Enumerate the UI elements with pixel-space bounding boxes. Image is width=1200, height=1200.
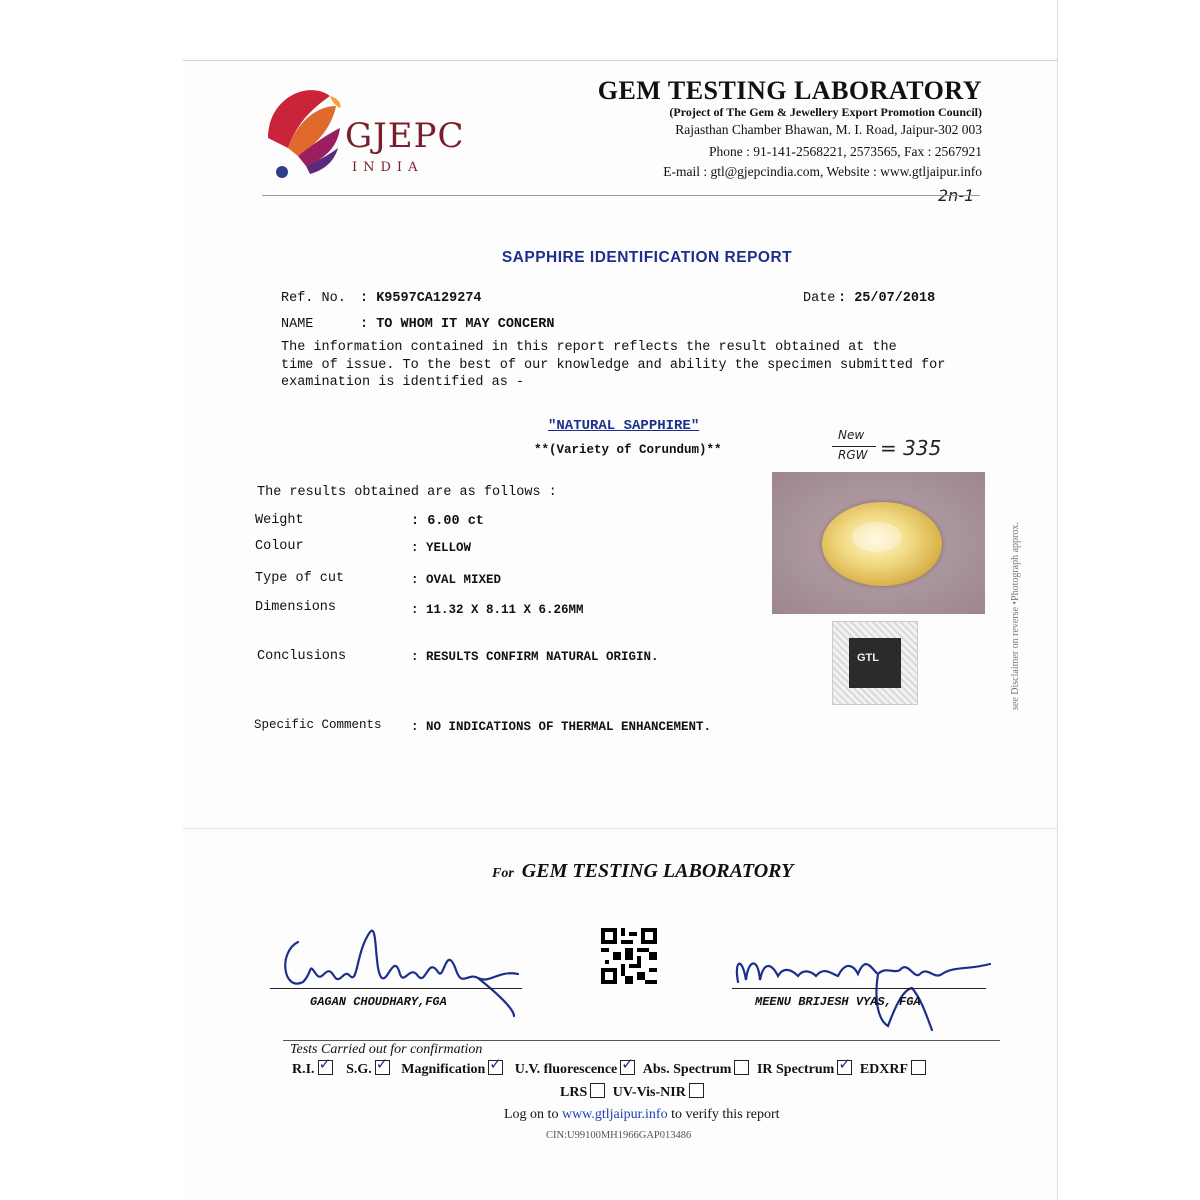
lab-phone: Phone : 91-141-2568221, 2573565, Fax : 2567921	[709, 144, 982, 159]
right-signature	[728, 930, 996, 1040]
intro-line-3: examination is identified as -	[281, 375, 525, 390]
test-uv-checkbox[interactable]	[620, 1060, 635, 1075]
test-abs-checkbox[interactable]	[734, 1060, 749, 1075]
result-value-comments: : NO INDICATIONS OF THERMAL ENHANCEMENT.	[411, 720, 712, 734]
test-lrs-checkbox[interactable]	[590, 1083, 605, 1098]
logo-sub: INDIA	[352, 160, 424, 175]
result-value-cut: : OVAL MIXED	[411, 573, 502, 587]
test-abs-label: Abs. Spectrum	[642, 1062, 732, 1077]
paper-top-edge	[183, 60, 1058, 61]
name-label: NAME	[281, 317, 314, 332]
cin-number: CIN:U99100MH1966GAP013486	[546, 1130, 692, 1141]
tests-row-2	[560, 1083, 706, 1101]
verify-prefix: Log on to	[504, 1107, 559, 1122]
header-divider	[262, 195, 980, 196]
gem-highlight	[852, 522, 902, 552]
right-signatory-name: MEENU BRIJESH VYAS, FGA	[755, 995, 921, 1009]
handwritten-fraction-line	[832, 446, 876, 447]
paper-right-edge	[1057, 0, 1058, 1200]
ref-label: Ref. No.	[281, 291, 346, 306]
test-uvvis-label: UV-Vis-NIR	[612, 1085, 686, 1100]
lab-address: Rajasthan Chamber Bhawan, M. I. Road, Jaipur-302 003	[675, 122, 982, 137]
ref-value: : K9597CA129274	[360, 291, 482, 306]
date-value: : 25/07/2018	[838, 291, 936, 306]
test-ir-checkbox[interactable]	[837, 1060, 852, 1075]
yellow-sapphire-image	[822, 502, 942, 586]
handwritten-note-bottom: RGW	[838, 448, 868, 462]
test-uvvis-checkbox[interactable]	[689, 1083, 704, 1098]
test-sg-label: S.G.	[346, 1062, 372, 1077]
result-label-dimensions: Dimensions	[255, 600, 337, 615]
test-magnification-checkbox[interactable]	[488, 1060, 503, 1075]
result-value-colour: : YELLOW	[411, 541, 472, 555]
test-ri-label: R.I.	[292, 1062, 315, 1077]
result-label-conclusions: Conclusions	[257, 649, 347, 664]
lab-title: GEM TESTING LABORATORY	[597, 76, 982, 105]
result-label-cut: Type of cut	[255, 571, 345, 586]
results-intro: The results obtained are as follows :	[257, 485, 557, 500]
result-value-conclusions: : RESULTS CONFIRM NATURAL ORIGIN.	[411, 650, 659, 664]
side-disclaimer-note: see Disclaimer on reverse •Photograph approx.	[1010, 522, 1021, 710]
for-lab-name: GEM TESTING LABORATORY	[521, 860, 794, 882]
test-ir-label: IR Spectrum	[756, 1062, 835, 1077]
qr-code-icon	[601, 928, 657, 984]
intro-line-1: The information contained in this report reflects the result obtained at the	[281, 340, 897, 355]
report-title: SAPPHIRE IDENTIFICATION REPORT	[501, 249, 793, 266]
handwritten-code: 2n-1	[938, 186, 975, 205]
handwritten-note-top: New	[838, 428, 865, 442]
date-label: Date	[803, 291, 836, 306]
handwritten-note-value: = 335	[880, 436, 942, 460]
test-edxrf-checkbox[interactable]	[911, 1060, 926, 1075]
variety: **(Variety of Corundum)**	[534, 443, 722, 457]
lab-email: E-mail : gtl@gjepcindia.com, Website : www.gtljaipur.info	[663, 164, 982, 179]
name-value: : TO WHOM IT MAY CONCERN	[360, 317, 555, 332]
result-label-weight: Weight	[255, 513, 304, 528]
right-signature-line	[732, 988, 986, 989]
test-sg-checkbox[interactable]	[375, 1060, 390, 1075]
paper-fold	[183, 828, 1058, 829]
tests-row-1	[292, 1060, 928, 1078]
intro-line-2: time of issue. To the best of our knowledge and ability the specimen submitted for	[281, 358, 946, 373]
test-edxrf-label: EDXRF	[859, 1062, 909, 1077]
test-uv-label: U.V. fluorescence	[514, 1062, 618, 1077]
result-value-dimensions: : 11.32 X 8.11 X 6.26MM	[411, 603, 584, 617]
verification-qr-code[interactable]	[601, 928, 657, 984]
result-value-weight: : 6.00 ct	[411, 514, 484, 529]
hologram-text: GTL	[857, 652, 879, 664]
result-label-comments: Specific Comments	[254, 718, 382, 732]
identification: "NATURAL SAPPHIRE"	[548, 418, 700, 434]
left-signatory-name: GAGAN CHOUDHARY,FGA	[310, 995, 447, 1009]
test-ri-checkbox[interactable]	[318, 1060, 333, 1075]
tests-heading: Tests Carried out for confirmation	[290, 1042, 483, 1057]
test-lrs-label: LRS	[560, 1085, 588, 1100]
result-label-colour: Colour	[255, 539, 304, 554]
verify-link[interactable]: www.gtljaipur.info	[561, 1107, 668, 1122]
gem-photo	[772, 472, 985, 614]
left-signature-line	[270, 988, 522, 989]
for-prefix: For	[492, 866, 514, 881]
project-line: (Project of The Gem & Jewellery Export Promotion Council)	[669, 105, 982, 119]
logo-name: GJEPC	[345, 116, 465, 156]
verify-suffix: to verify this report	[671, 1107, 780, 1122]
hologram-seal	[832, 621, 918, 705]
verify-line	[504, 1107, 780, 1123]
footer-divider	[283, 1040, 1000, 1041]
test-magnification-label: Magnification	[401, 1062, 486, 1077]
